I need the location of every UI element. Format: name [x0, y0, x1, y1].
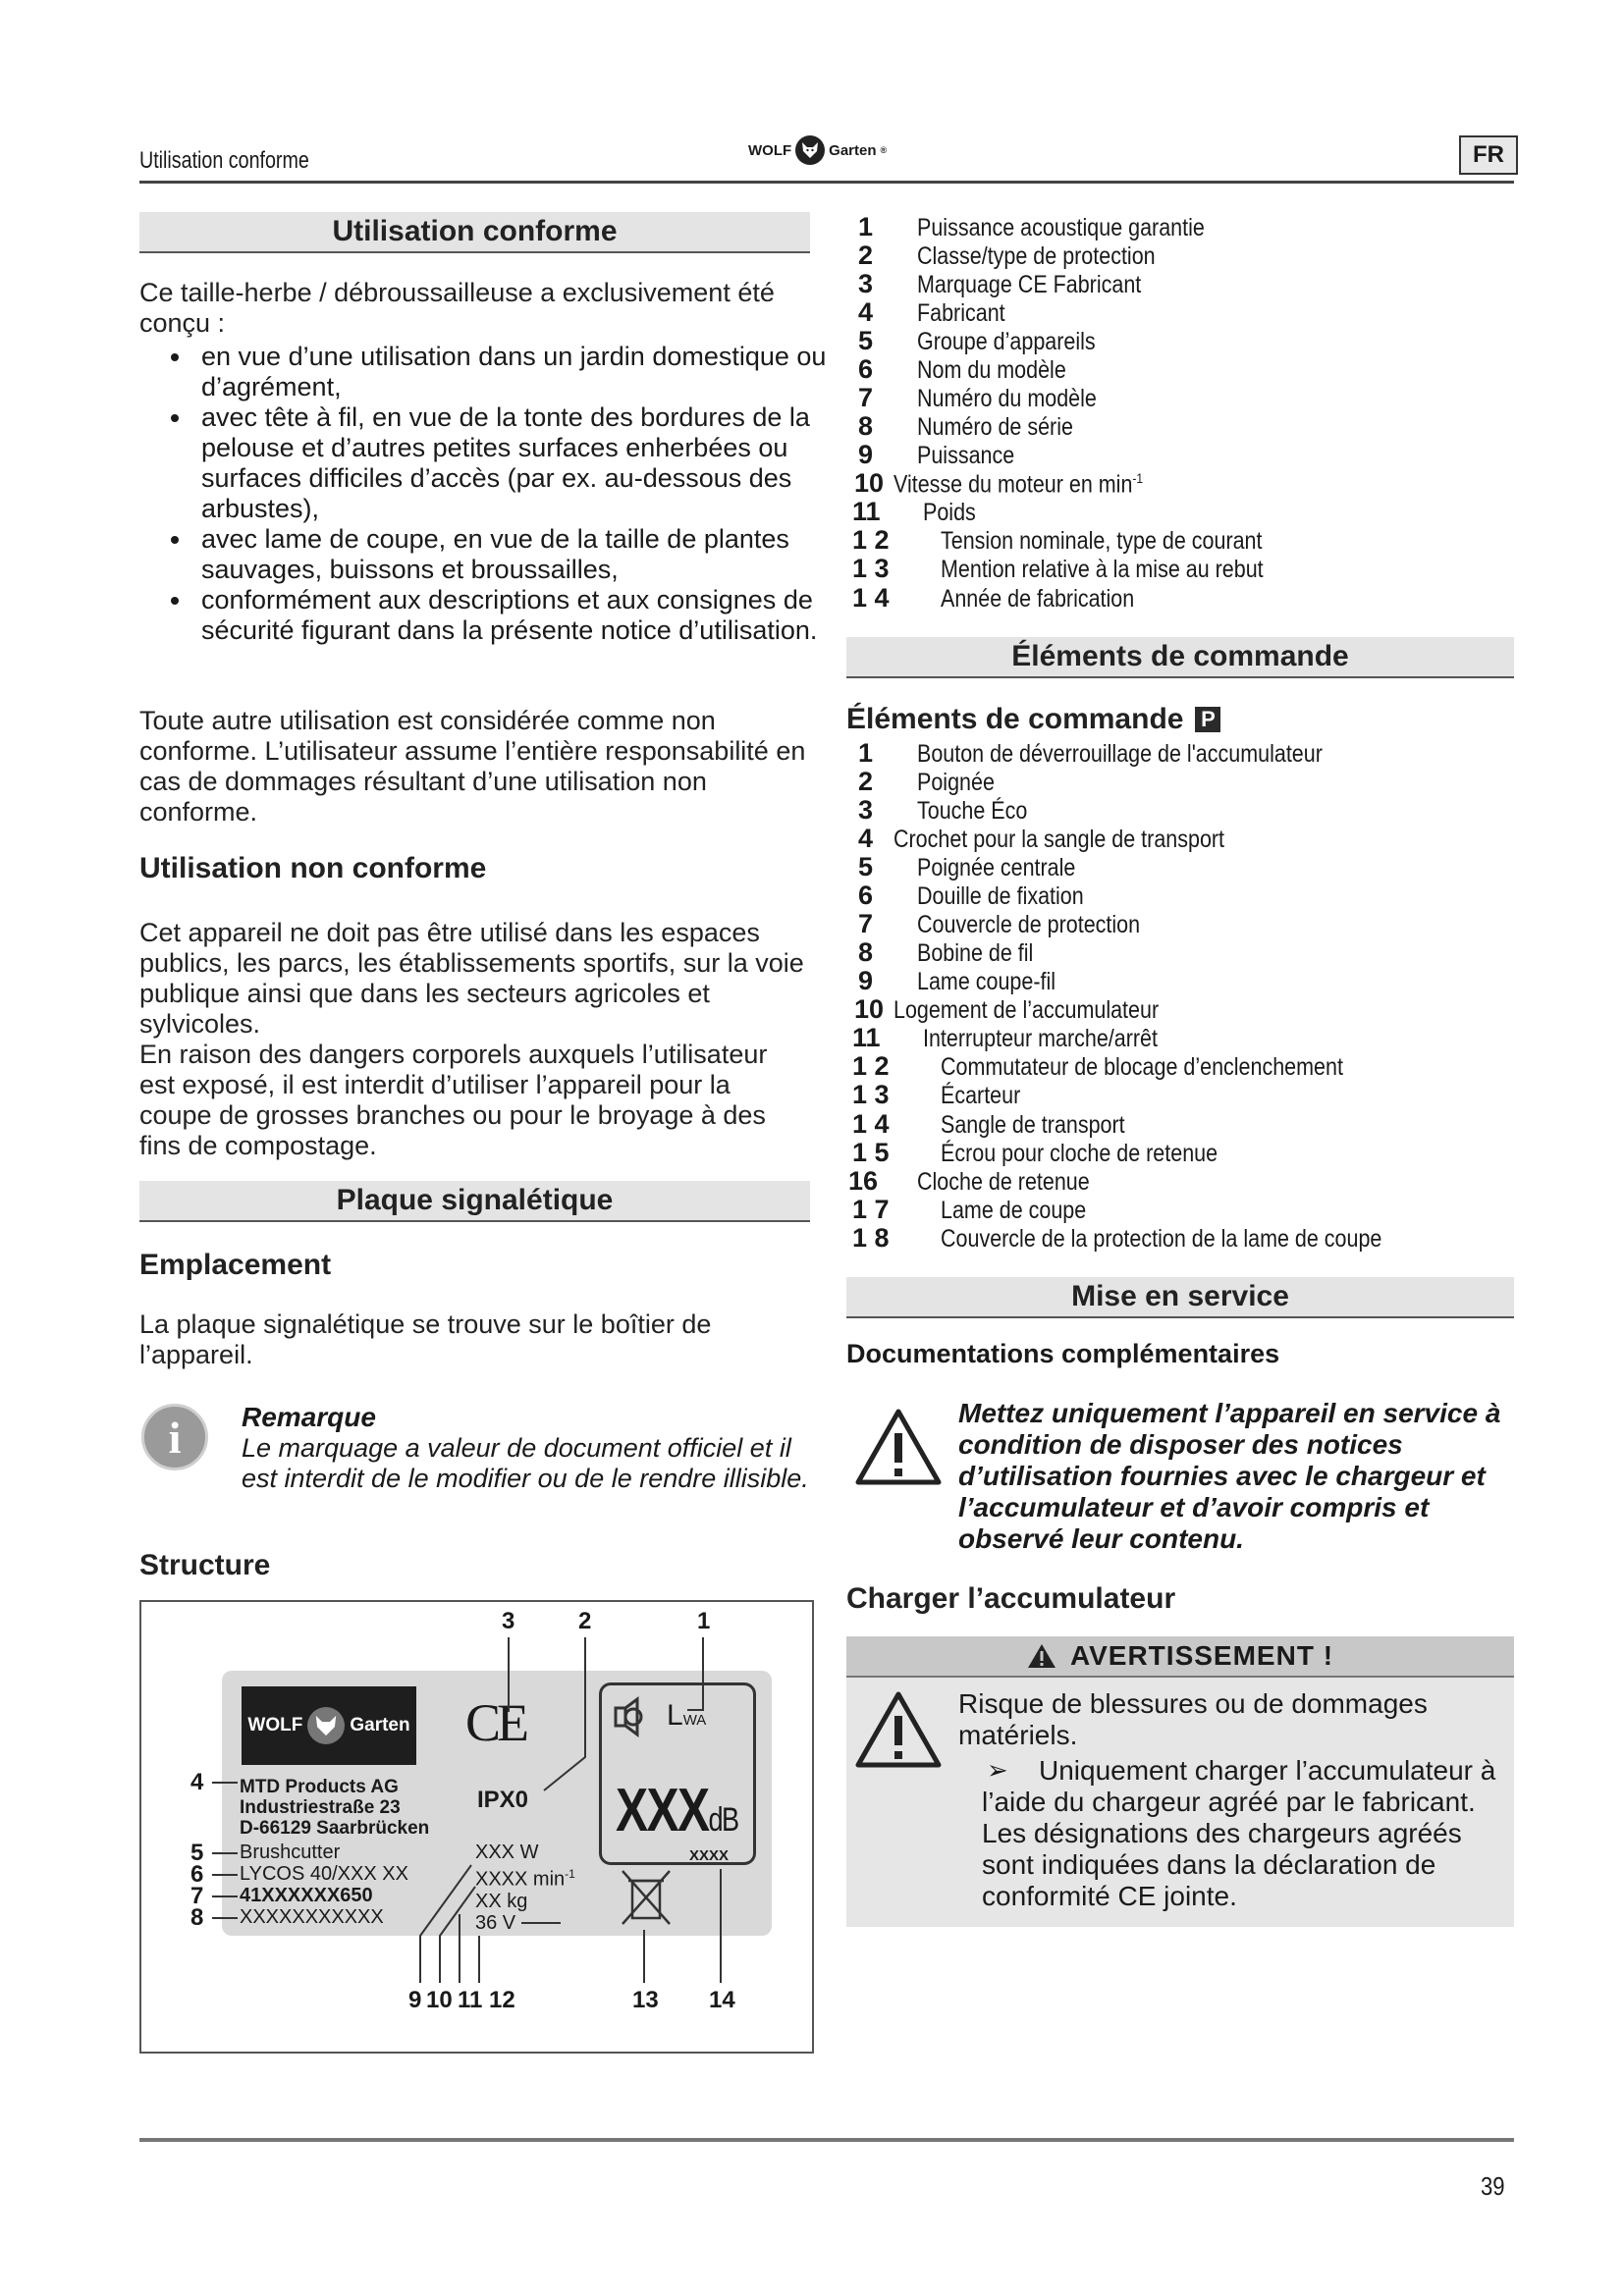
charge-heading: Charger l’accumulateur [846, 1582, 1176, 1615]
warning-box-title: AVERTISSEMENT ! [1069, 1640, 1334, 1671]
list-item: • avec lame de coupe, en vue de la taille de plantes sauvages, buissons et broussailles, [193, 524, 861, 585]
callout-13: 13 [632, 1987, 659, 2013]
elements-heading: Éléments de commande P [846, 703, 1220, 736]
section-header-utilisation-conforme: Utilisation conforme [139, 212, 810, 253]
intro-paragraph: Ce taille-herbe / débroussailleuse a exclusivement été conçu : [139, 278, 775, 338]
nonconform-paragraph-2: En raison des dangers corporels auxquels l’utilisateur est exposé, il est interdit d’utiliser l’appareil pour la coupe de grosses branches ou pour le broyage à des fins de compostage. [139, 1040, 768, 1160]
callout-14: 14 [709, 1987, 735, 2013]
emplacement-paragraph: La plaque signalétique se trouve sur le boîtier de l’appareil. [139, 1309, 712, 1369]
plate-legend-list: 1 Puissance acoustique garantie 2 Classe/type de protection 3 Marquage CE Fabricant 4 Fabricant 5 Groupe d’appareils 6 Nom du modèle 7 Numéro du modèle 8 Numéro de série 9 Puissance 10 Vitesse du moteur en $\min^{-1}$ 11 Poids 1 2 Tension nominale, type de courant 1 3 Mention relative à la mise au rebut 1 4 Année de fabrication [852, 212, 1264, 613]
callout-leader-lines [141, 1602, 812, 2052]
structure-heading: Structure [139, 1549, 271, 1581]
callout-8: 8 [190, 1904, 204, 1931]
plate-year: XXXX [689, 1847, 730, 1864]
plate-brand-right: Garten [350, 1715, 410, 1735]
documentation-warning-text: Mettez uniquement l’appareil en service à condition de disposer des notices d’utilisation fournies avec le chargeur et l’accumulateur et d’avoir compris et observé leur contenu. [958, 1398, 1501, 1554]
section-header-mise-en-service: Mise en service [846, 1277, 1514, 1318]
plate-brand-left: WOLF [247, 1715, 303, 1735]
ce-mark: CE [465, 1693, 526, 1752]
language-badge: FR [1459, 135, 1518, 175]
callout-7: 7 [190, 1883, 204, 1909]
callout-12: 12 [489, 1987, 515, 2013]
warning-triangle-icon [854, 1408, 943, 1486]
section-header-plaque-signaletique: Plaque signalétique [139, 1181, 810, 1222]
brand-logo [748, 135, 887, 165]
callout-4: 4 [190, 1769, 204, 1795]
brand-right: Garten [829, 141, 877, 159]
warning-triangle-icon [854, 1690, 943, 1769]
warning-box-instruction: Uniquement charger l’accumulateur à l’aide du chargeur agréé par le fabricant. Les désignations des chargeurs agréés sont indiquées dans la déclaration de conformité CE jointe. [982, 1755, 1496, 1911]
callout-11: 11 [458, 1987, 483, 2013]
emplacement-heading: Emplacement [139, 1249, 332, 1281]
arrow-bullet-icon: ➢ [987, 1755, 1008, 1785]
callout-3: 3 [502, 1608, 515, 1634]
callout-6: 6 [190, 1861, 204, 1888]
usage-bullet-list [139, 342, 861, 646]
callout-9: 9 [408, 1987, 422, 2013]
other-use-paragraph: Toute autre utilisation est considérée comme non conforme. L’utilisateur assume l’entière responsabilité en cas de dommages résultant d’une utilisation non conforme. [139, 706, 806, 827]
brand-registered: ® [880, 145, 888, 155]
nonconform-paragraph-1: Cet appareil ne doit pas être utilisé dans les espaces publics, les parcs, les établissements sportifs, sur la voie publique ainsi que dans les secteurs agricoles et sylvicoles. [139, 918, 804, 1039]
figure-p-badge: P [1195, 707, 1220, 732]
manufacturer-block: MTD Products AG Industriestraße 23 D-66129 Saarbrücken [240, 1777, 430, 1839]
page-number: 39 [1481, 2171, 1505, 2201]
sound-value: XXXdB [616, 1777, 738, 1844]
list-item: • conformément aux descriptions et aux consignes de sécurité figurant dans la présente notice d’utilisation. [193, 585, 861, 646]
wolf-head-icon [795, 135, 825, 165]
brand-left: WOLF [748, 141, 792, 159]
running-header-title: Utilisation conforme [139, 147, 309, 174]
lwa-label: LWA [667, 1699, 707, 1732]
ipx-rating: IPX0 [477, 1787, 529, 1813]
footer-divider [139, 2138, 1514, 2142]
list-item: • en vue d’une utilisation dans un jardin domestique ou d’agrément, [193, 342, 861, 402]
plate-mid-lines: XXX W XXXX $\min^{-1}$ XX kg 36 V [475, 1842, 575, 1934]
callout-2: 2 [578, 1608, 592, 1634]
header-divider [139, 181, 1514, 184]
note-heading: Remarque [242, 1402, 376, 1432]
callout-10: 10 [426, 1987, 453, 2013]
section-header-elements-de-commande: Éléments de commande [846, 637, 1514, 678]
info-icon: i [141, 1404, 208, 1470]
nonconform-heading: Utilisation non conforme [139, 852, 487, 884]
rating-plate-figure [139, 1600, 814, 2054]
warning-triangle-icon [1027, 1643, 1056, 1669]
documentation-heading: Documentations complémentaires [846, 1339, 1280, 1368]
callout-5: 5 [190, 1840, 204, 1866]
list-item: • avec tête à fil, en vue de la tonte des bordures de la pelouse et d’autres petites surfaces enherbées ou surfaces difficiles d’accès (par ex. au-dessous des arbustes), [193, 402, 861, 524]
callout-1: 1 [697, 1608, 711, 1634]
control-elements-list: 1 Bouton de déverrouillage de l'accumulateur 2 Poignée 3 Touche Éco 4 Crochet pour la sangle de transport 5 Poignée centrale 6 Douille de fixation 7 Couvercle de protection 8 Bobine de fil 9 Lame coupe-fil 10 Logement de l’accumulateur 11 Interrupteur marche/arrêt 1 2 Commutateur de blocage d’enclenchement 1 3 Écarteur 1 4 Sangle de transport 1 5 Écrou pour cloche de retenue 16 Cloche de retenue 1 7 Lame de coupe 1 8 Couvercle de la protection de la lame de coupe [848, 738, 1382, 1253]
warning-box-text: Risque de blessures ou de dommages matériels. [958, 1688, 1428, 1750]
warning-box-header [846, 1636, 1514, 1678]
plate-left-lines: Brushcutter LYCOS 40/XXX XX 41XXXXXX650 XXXXXXXXXXX [240, 1842, 408, 1928]
note-text: Le marquage a valeur de document officiel et il est interdit de le modifier ou de le rendre illisible. [242, 1433, 809, 1493]
